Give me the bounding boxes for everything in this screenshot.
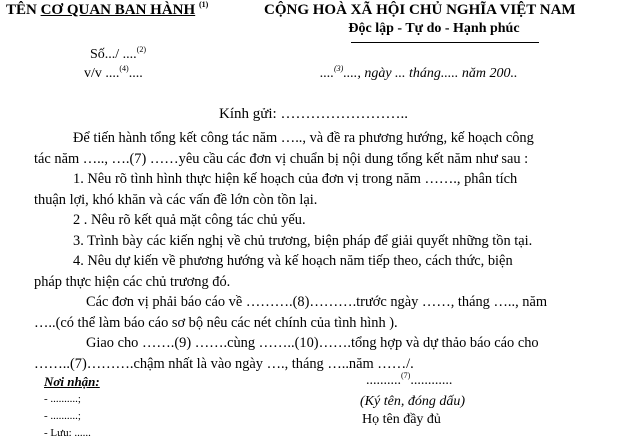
assignment-line-2: ……..(7)……….chậm nhất là vào ngày …., tháng …..năm ……/. <box>34 355 414 372</box>
date-footnote: (3) <box>334 64 344 73</box>
recipient-entry: - ..........; <box>44 410 81 422</box>
document-subject <box>84 66 143 82</box>
date-text: ...., ngày ... tháng..... năm 200.. <box>343 66 518 81</box>
recipients-label-colon: : <box>95 374 100 389</box>
document-number-footnote: (2) <box>136 45 147 54</box>
document-number-label: Số.../ .... <box>90 47 137 62</box>
recipient-line: Kính gửi: …………………….. <box>219 106 408 122</box>
agency-name: CƠ QUAN BAN HÀNH <box>40 2 196 18</box>
signer-position <box>366 373 452 389</box>
report-deadline-line-1: Các đơn vị phải báo cáo về ……….(8)……….trước ngày ……, tháng ….., năm <box>86 294 548 310</box>
subject-footnote: (4) <box>119 64 129 73</box>
assignment-line-1: Giao cho …….(9) …….cùng ……..(10)…….tổng hợp và dự thảo báo cáo cho <box>86 335 539 351</box>
country-heading: CỘNG HOÀ XÃ HỘI CHỦ NGHĨA VIỆT NAM <box>264 2 576 18</box>
item-1-line-1: 1. Nêu rõ tình hình thực hiện kế hoạch của đơn vị trong năm ……., phân tích <box>73 171 518 187</box>
report-deadline-line-2: …..(có thể làm báo cáo sơ bộ nêu các nét chính của tình hình ). <box>34 314 398 331</box>
recipients-label-text: Nơi nhận <box>44 374 96 389</box>
subject-label: v/v .... <box>84 66 120 81</box>
signer-dots-left: .......... <box>366 373 401 388</box>
signer-footnote: (7) <box>401 371 411 380</box>
signer-full-name: Họ tên đầy đủ <box>362 412 441 427</box>
motto-underline <box>351 42 539 43</box>
national-motto: Độc lập - Tự do - Hạnh phúc <box>348 21 520 36</box>
document-date <box>320 66 518 82</box>
recipient-entry: - ..........; <box>44 393 81 405</box>
agency-footnote: (1) <box>198 0 209 9</box>
signer-dots-right: ............ <box>410 373 453 388</box>
agency-prefix: TÊN <box>6 2 41 18</box>
intro-paragraph-line-2: tác năm ….., ….(7) ……yêu cầu các đơn vị chuẩn bị nội dung tổng kết năm như sau : <box>34 150 529 167</box>
item-4-line-1: 4. Nêu dự kiến về phương hướng và kế hoạch năm tiếp theo, cách thức, biện <box>73 253 513 269</box>
archive-entry: - Lưu: ...... <box>44 427 91 439</box>
item-4-line-2: pháp thực hiện các chủ trương đó. <box>34 273 231 290</box>
signature-instruction: (Ký tên, đóng dấu) <box>360 394 465 409</box>
issuing-agency-heading <box>6 2 208 19</box>
subject-suffix: .... <box>128 66 143 81</box>
recipients-label <box>44 374 100 390</box>
item-1-line-2: thuận lợi, khó khăn và các vấn đề lớn còn tồn lại. <box>34 191 318 208</box>
intro-paragraph-line-1: Để tiến hành tổng kết công tác năm ….., và đề ra phương hướng, kế hoạch công <box>73 130 534 146</box>
date-prefix: .... <box>320 66 334 81</box>
item-2: 2 . Nêu rõ kết quả mặt công tác chủ yếu. <box>73 212 306 228</box>
document-number <box>90 47 146 63</box>
item-3: 3. Trình bày các kiến nghị về chủ trương, biện pháp để giải quyết những tồn tại. <box>73 232 533 249</box>
